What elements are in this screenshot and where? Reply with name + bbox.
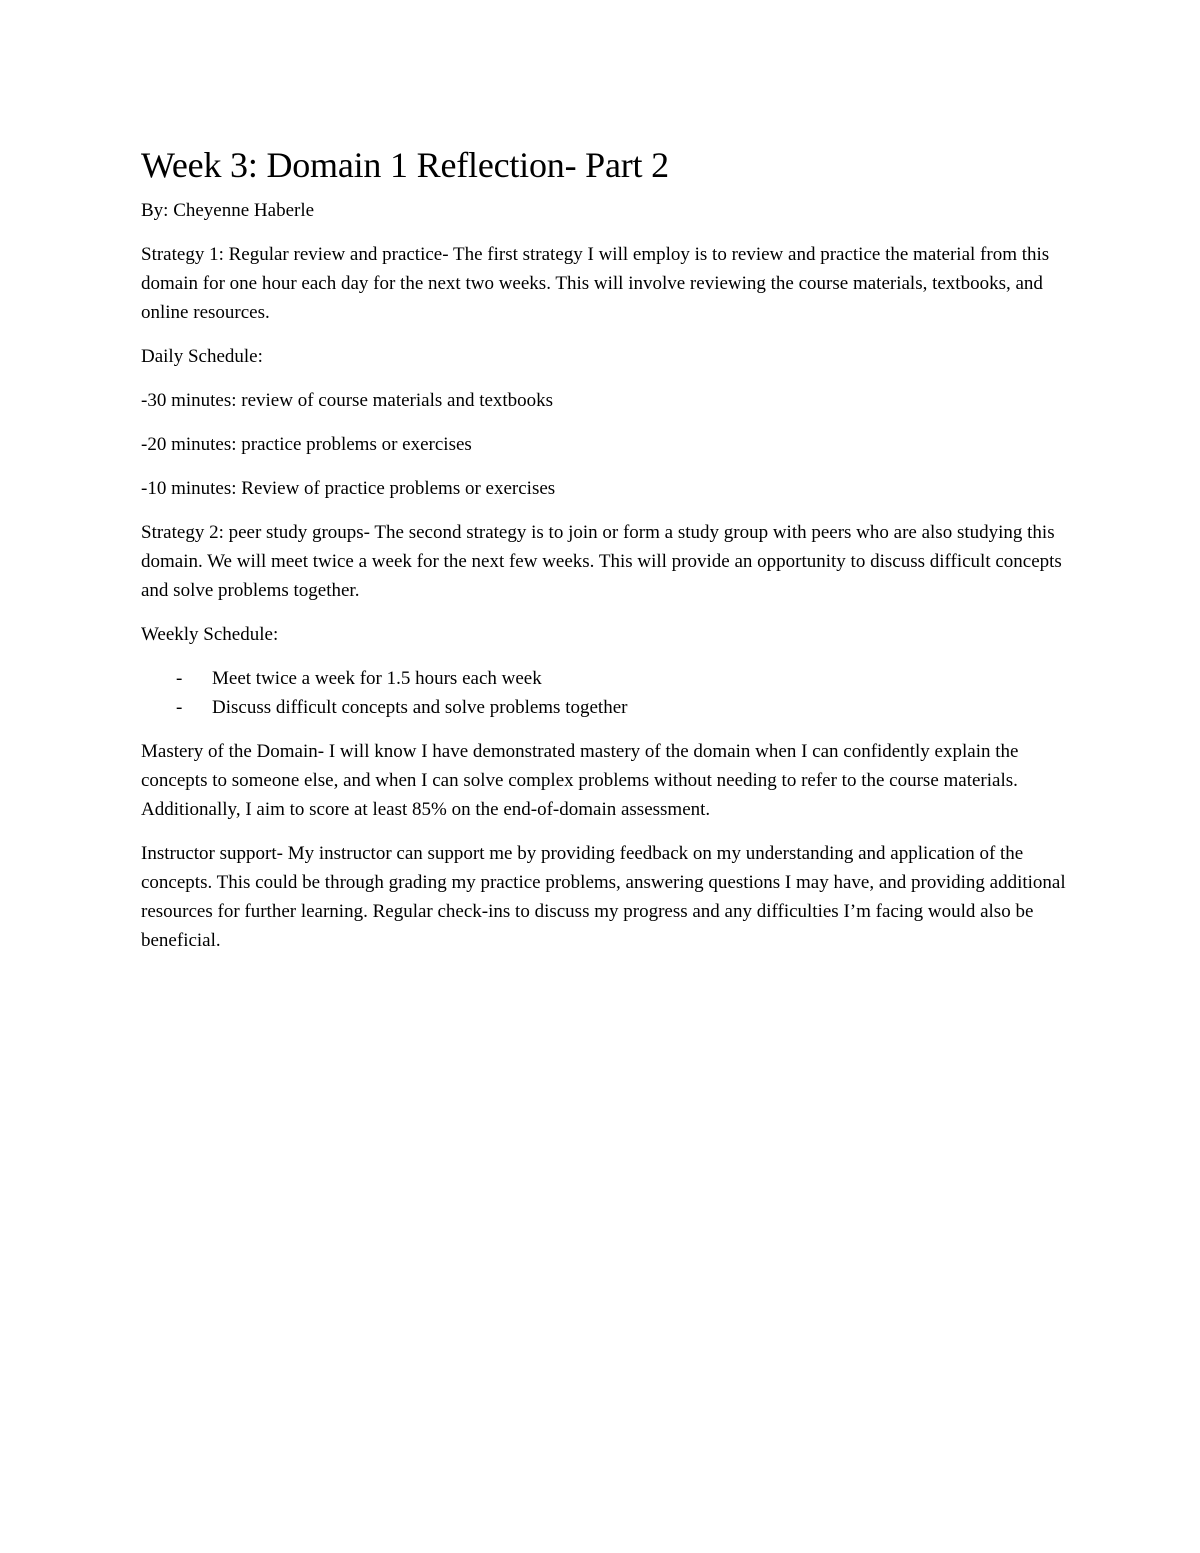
- list-item: [141, 693, 1066, 722]
- weekly-schedule-list: [141, 664, 1066, 722]
- dash-bullet: -: [176, 668, 183, 689]
- daily-schedule-heading: Daily Schedule:: [141, 346, 263, 367]
- daily-schedule-item: -10 minutes: Review of practice problems or exercises: [141, 478, 556, 499]
- strategy-1-paragraph: Strategy 1: Regular review and practice- The first strategy I will employ is to review and practice the material from this domain for one hour each day for the next two weeks. This will involve reviewing the course materials, textbooks, and online resources.: [141, 244, 1050, 323]
- document-title: Week 3: Domain 1 Reflection- Part 2: [141, 145, 669, 185]
- daily-schedule-item: -30 minutes: review of course materials and textbooks: [141, 390, 554, 411]
- mastery-paragraph: Mastery of the Domain- I will know I have demonstrated mastery of the domain when I can confidently explain the concepts to someone else, and when I can solve complex problems without needing to refer to the course materials. Additionally, I aim to score at least 85% on the end-of-domain assessment.: [141, 741, 1019, 820]
- document-page: [141, 138, 1066, 970]
- instructor-support-paragraph: Instructor support- My instructor can support me by providing feedback on my understanding and application of the concepts. This could be through grading my practice problems, answering questions I may have, and providing additional resources for further learning. Regular check-ins to discuss my progress and any difficulties I’m facing would also be beneficial.: [141, 843, 1066, 951]
- weekly-schedule-item-text: Meet twice a week for 1.5 hours each week: [212, 668, 542, 689]
- weekly-schedule-item-text: Discuss difficult concepts and solve problems together: [212, 697, 628, 718]
- strategy-2-paragraph: Strategy 2: peer study groups- The second strategy is to join or form a study group with peers who are also studying this domain. We will meet twice a week for the next few weeks. This will provide an opportunity to discuss difficult concepts and solve problems together.: [141, 522, 1062, 601]
- author-line: By: Cheyenne Haberle: [141, 200, 315, 221]
- weekly-schedule-heading: Weekly Schedule:: [141, 624, 279, 645]
- dash-bullet: -: [176, 697, 183, 718]
- daily-schedule-item: -20 minutes: practice problems or exercises: [141, 434, 472, 455]
- list-item: [141, 664, 1066, 693]
